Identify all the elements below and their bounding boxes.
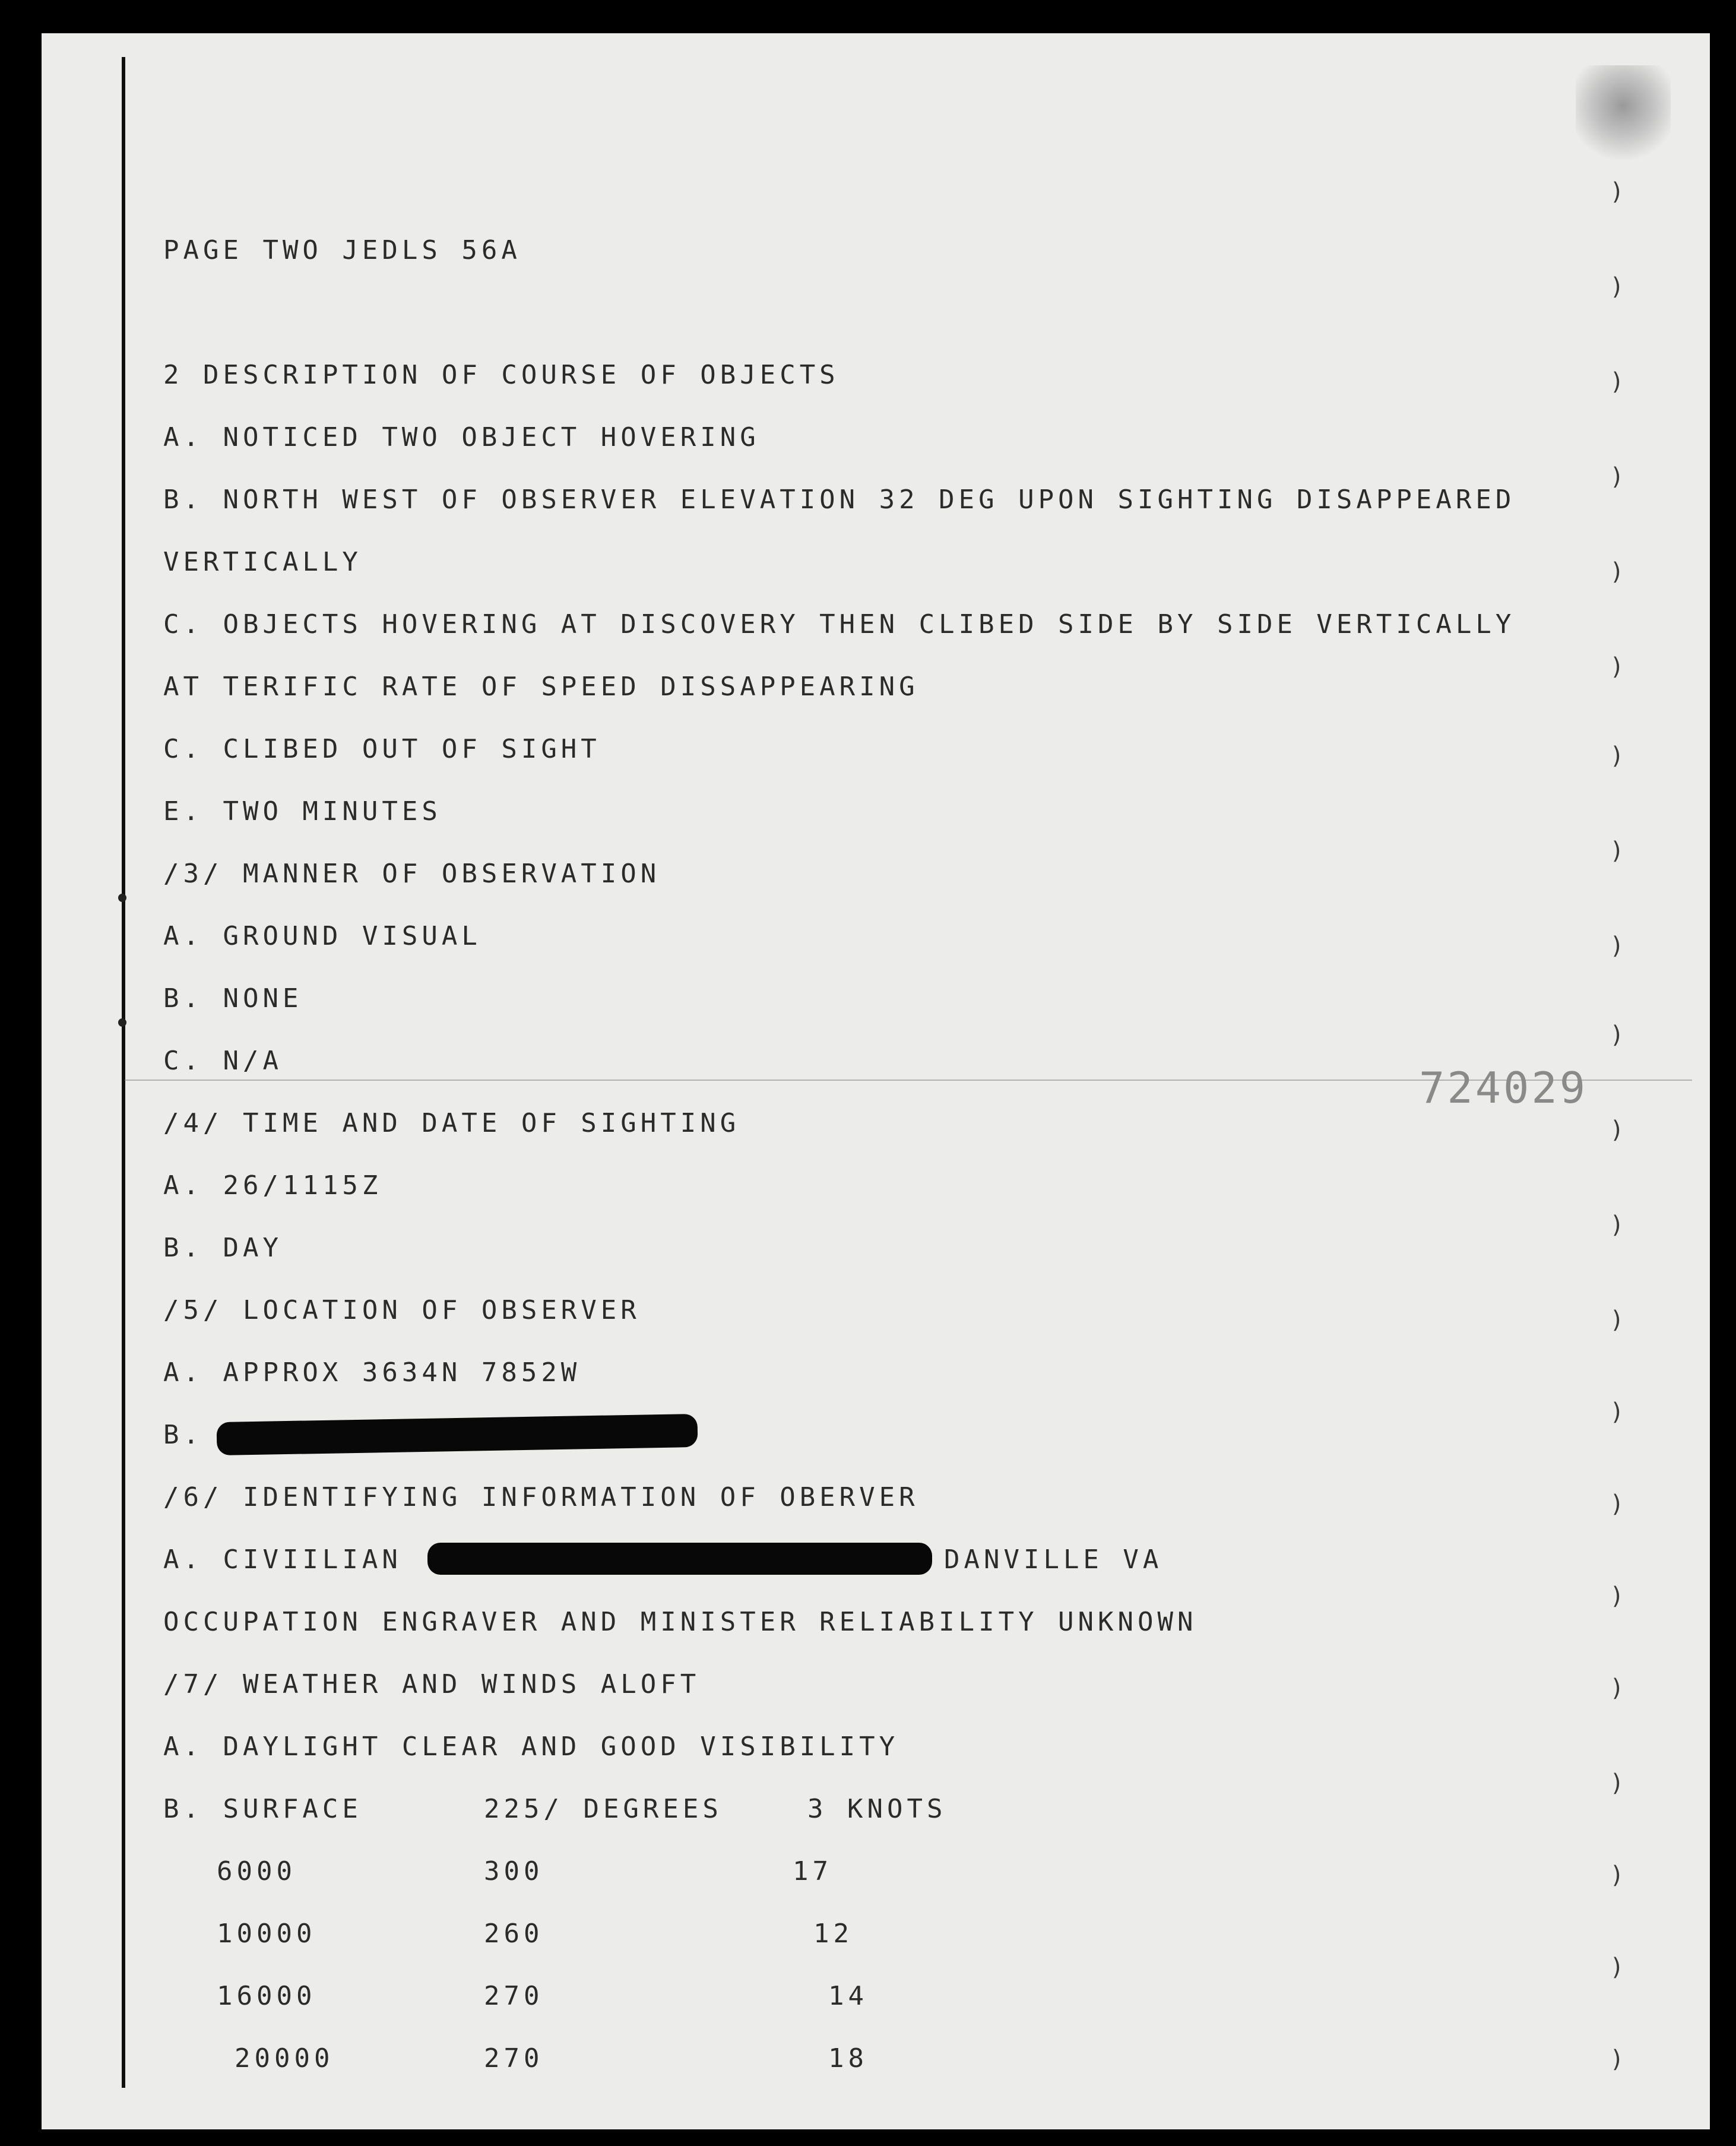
text-line: A. 26/1115Z: [163, 1170, 382, 1201]
text-line: E. TWO MINUTES: [163, 796, 442, 827]
wind-dir: 270: [484, 2043, 544, 2074]
text-line: DANVILLE VA: [944, 1544, 1163, 1575]
margin-mark: ): [1612, 178, 1621, 205]
text-line: /6/ IDENTIFYING INFORMATION OF OBERVER: [163, 1482, 919, 1512]
text-line: C. CLIBED OUT OF SIGHT: [163, 734, 601, 764]
text-line: /3/ MANNER OF OBSERVATION: [163, 859, 661, 889]
text-line: A. GROUND VISUAL: [163, 921, 481, 951]
margin-mark: ): [1612, 1582, 1621, 1610]
punch-hole: [118, 894, 126, 902]
text-line: A. NOTICED TWO OBJECT HOVERING: [163, 422, 760, 452]
wind-dir: 270: [484, 1981, 544, 2011]
text-line: /5/ LOCATION OF OBSERVER: [163, 1295, 641, 1325]
text-line: B.: [163, 1420, 203, 1450]
wind-dir: 225/ DEGREES: [484, 1794, 723, 1824]
margin-mark: ): [1612, 463, 1621, 490]
text-line: C. OBJECTS HOVERING AT DISCOVERY THEN CLIBED SIDE BY SIDE VERTICALLY: [163, 609, 1516, 640]
margin-mark: ): [1612, 273, 1621, 300]
margin-mark: ): [1612, 1490, 1621, 1518]
text-line: C. N/A: [163, 1046, 283, 1076]
text-line: /4/ TIME AND DATE OF SIGHTING: [163, 1108, 740, 1138]
margin-mark: ): [1612, 1675, 1621, 1702]
text-line: /7/ WEATHER AND WINDS ALOFT: [163, 1669, 701, 1699]
corner-smudge: [1576, 65, 1671, 166]
text-line: A. CIVIILIAN: [163, 1544, 402, 1575]
margin-mark: ): [1612, 932, 1621, 960]
page-header: PAGE TWO JEDLS 56A: [163, 235, 521, 265]
binding-edge: [122, 57, 125, 2088]
margin-mark: ): [1612, 1211, 1621, 1239]
margin-mark: ): [1612, 1116, 1621, 1144]
wind-alt: B. SURFACE: [163, 1794, 362, 1824]
text-line: OCCUPATION ENGRAVER AND MINISTER RELIABILITY UNKNOWN: [163, 1607, 1198, 1637]
margin-mark: ): [1612, 837, 1621, 865]
wind-speed: 18: [828, 2043, 868, 2074]
wind-speed: 3 KNOTS: [807, 1794, 947, 1824]
text-line: AT TERIFIC RATE OF SPEED DISSAPPEARING: [163, 672, 919, 702]
redaction-bar: [427, 1543, 932, 1575]
wind-speed: 17: [793, 1856, 832, 1887]
text-line: A. APPROX 3634N 7852W: [163, 1357, 581, 1388]
text-line: B. DAY: [163, 1233, 283, 1263]
wind-alt: 6000: [217, 1856, 296, 1887]
punch-hole: [118, 1018, 126, 1027]
wind-alt: 16000: [217, 1981, 316, 2011]
margin-mark: ): [1612, 1954, 1621, 1981]
margin-mark: ): [1612, 1862, 1621, 1889]
archive-stamp-number: 724029: [1419, 1063, 1588, 1113]
margin-mark: ): [1612, 558, 1621, 585]
wind-speed: 12: [813, 1919, 853, 1949]
margin-mark: ): [1612, 1306, 1621, 1334]
margin-mark: ): [1612, 1770, 1621, 1797]
margin-mark: ): [1612, 1021, 1621, 1049]
margin-mark: ): [1612, 653, 1621, 680]
text-line: 2 DESCRIPTION OF COURSE OF OBJECTS: [163, 360, 840, 390]
wind-dir: 260: [484, 1919, 544, 1949]
text-line: B. NONE: [163, 983, 303, 1014]
margin-mark: ): [1612, 368, 1621, 395]
margin-mark: ): [1612, 2046, 1621, 2073]
text-line: B. NORTH WEST OF OBSERVER ELEVATION 32 DEG UPON SIGHTING DISAPPEARED: [163, 485, 1516, 515]
wind-dir: 300: [484, 1856, 544, 1887]
text-line: A. DAYLIGHT CLEAR AND GOOD VISIBILITY: [163, 1732, 899, 1762]
wind-speed: 14: [828, 1981, 868, 2011]
wind-alt: 20000: [235, 2043, 334, 2074]
margin-mark: ): [1612, 742, 1621, 770]
wind-alt: 10000: [217, 1919, 316, 1949]
text-line: VERTICALLY: [163, 547, 362, 577]
margin-mark: ): [1612, 1398, 1621, 1426]
